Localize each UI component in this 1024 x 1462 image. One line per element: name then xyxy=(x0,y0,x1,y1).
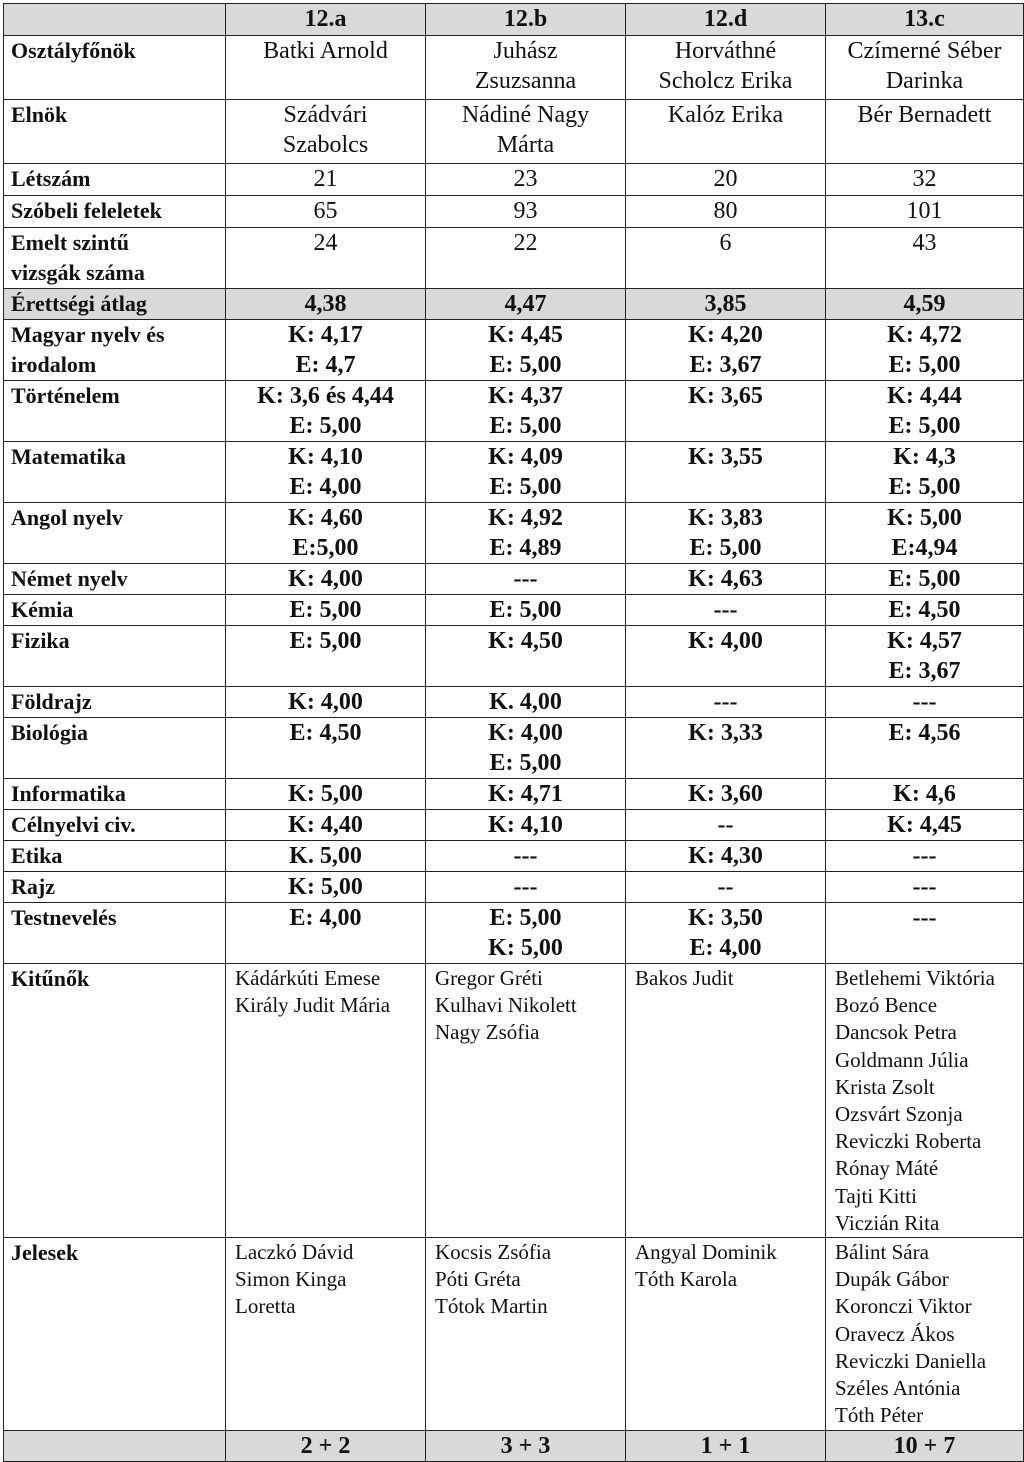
cell: --- xyxy=(426,841,626,872)
row-label: Német nyelv xyxy=(4,564,226,595)
cell: 80 xyxy=(626,196,826,228)
header-col-12d: 12.d xyxy=(626,4,826,36)
cell: E: 5,00 xyxy=(226,626,426,687)
cell: -- xyxy=(626,872,826,903)
row-label: Szóbeli feleletek xyxy=(4,196,226,228)
row-jelesek xyxy=(4,1238,1024,1431)
cell: K: 4,60 E:5,00 xyxy=(226,503,426,564)
cell: --- xyxy=(626,687,826,718)
name-list: Bálint Sára Dupák Gábor Koronczi Viktor Oravecz Ákos Reviczki Daniella Széles Antónia Tóth Péter xyxy=(826,1238,1024,1431)
total-cell: 2 + 2 xyxy=(226,1431,426,1462)
row-label: Célnyelvi civ. xyxy=(4,810,226,841)
row-label: Földrajz xyxy=(4,687,226,718)
cell: K: 4,44 E: 5,00 xyxy=(826,381,1024,442)
header-col-13c: 13.c xyxy=(826,4,1024,36)
row-label: Etika xyxy=(4,841,226,872)
row-label: Osztályfőnök xyxy=(4,36,226,100)
cell: K: 4,00 xyxy=(226,687,426,718)
cell: K: 4,40 xyxy=(226,810,426,841)
row-erettsegi-atlag xyxy=(4,289,1024,320)
cell: Kalóz Erika xyxy=(626,100,826,164)
cell: 23 xyxy=(426,164,626,196)
cell: 4,47 xyxy=(426,289,626,320)
cell: K: 4,6 xyxy=(826,779,1024,810)
row-tortenelem xyxy=(4,381,1024,442)
cell: 43 xyxy=(826,228,1024,289)
name-list: Bakos Judit xyxy=(626,964,826,1238)
row-matematika xyxy=(4,442,1024,503)
row-rajz xyxy=(4,872,1024,903)
cell: E: 5,00 xyxy=(426,595,626,626)
cell: -- xyxy=(626,810,826,841)
name-list: Angyal Dominik Tóth Karola xyxy=(626,1238,826,1431)
cell: --- xyxy=(826,872,1024,903)
cell: Juhász Zsuzsanna xyxy=(426,36,626,100)
cell: K: 4,3 E: 5,00 xyxy=(826,442,1024,503)
cell: --- xyxy=(626,595,826,626)
cell: 65 xyxy=(226,196,426,228)
row-kitunok xyxy=(4,964,1024,1238)
total-cell: 10 + 7 xyxy=(826,1431,1024,1462)
cell: K: 3,65 xyxy=(626,381,826,442)
cell: --- xyxy=(826,687,1024,718)
cell: 21 xyxy=(226,164,426,196)
cell: K: 4,30 xyxy=(626,841,826,872)
row-informatika xyxy=(4,779,1024,810)
cell: E: 4,50 xyxy=(826,595,1024,626)
row-letszam xyxy=(4,164,1024,196)
cell: K: 4,45 E: 5,00 xyxy=(426,320,626,381)
row-label: Kitűnők xyxy=(4,964,226,1238)
header-corner xyxy=(4,4,226,36)
footer-label xyxy=(4,1431,226,1462)
cell: K: 4,37 E: 5,00 xyxy=(426,381,626,442)
row-osztalyfonok xyxy=(4,36,1024,100)
row-testneveles xyxy=(4,903,1024,964)
row-biologia xyxy=(4,718,1024,779)
cell: 3,85 xyxy=(626,289,826,320)
row-label: Magyar nyelv és irodalom xyxy=(4,320,226,381)
cell: 22 xyxy=(426,228,626,289)
row-celnyelvi-civ xyxy=(4,810,1024,841)
cell: K: 4,09 E: 5,00 xyxy=(426,442,626,503)
cell: Szádvári Szabolcs xyxy=(226,100,426,164)
cell: K: 4,00 E: 5,00 xyxy=(426,718,626,779)
cell: 6 xyxy=(626,228,826,289)
name-list: Laczkó Dávid Simon Kinga Loretta xyxy=(226,1238,426,1431)
cell: Czímerné Séber Darinka xyxy=(826,36,1024,100)
row-label: Rajz xyxy=(4,872,226,903)
row-label: Történelem xyxy=(4,381,226,442)
cell: K: 4,72 E: 5,00 xyxy=(826,320,1024,381)
row-nemet-nyelv xyxy=(4,564,1024,595)
cell: K: 4,71 xyxy=(426,779,626,810)
row-label: Jelesek xyxy=(4,1238,226,1431)
cell: K: 5,00 xyxy=(226,872,426,903)
row-elnok xyxy=(4,100,1024,164)
cell: 24 xyxy=(226,228,426,289)
cell: E: 4,50 xyxy=(226,718,426,779)
name-list: Gregor Gréti Kulhavi Nikolett Nagy Zsófia xyxy=(426,964,626,1238)
cell: E: 4,00 xyxy=(226,903,426,964)
row-foldrajz xyxy=(4,687,1024,718)
name-list: Kádárkúti Emese Király Judit Mária xyxy=(226,964,426,1238)
cell: K: 5,00 E:4,94 xyxy=(826,503,1024,564)
cell: K: 4,92 E: 4,89 xyxy=(426,503,626,564)
cell: K: 3,55 xyxy=(626,442,826,503)
cell: 4,38 xyxy=(226,289,426,320)
row-label: Angol nyelv xyxy=(4,503,226,564)
cell: K: 4,17 E: 4,7 xyxy=(226,320,426,381)
cell: K: 4,10 E: 4,00 xyxy=(226,442,426,503)
row-label: Kémia xyxy=(4,595,226,626)
row-fizika xyxy=(4,626,1024,687)
cell: E: 5,00 K: 5,00 xyxy=(426,903,626,964)
cell: K: 3,83 E: 5,00 xyxy=(626,503,826,564)
cell: E: 5,00 xyxy=(826,564,1024,595)
cell: --- xyxy=(826,903,1024,964)
footer-row xyxy=(4,1431,1024,1462)
total-cell: 3 + 3 xyxy=(426,1431,626,1462)
cell: K: 4,63 xyxy=(626,564,826,595)
row-label: Elnök xyxy=(4,100,226,164)
cell: K: 5,00 xyxy=(226,779,426,810)
cell: K: 3,33 xyxy=(626,718,826,779)
cell: 4,59 xyxy=(826,289,1024,320)
cell: K: 3,6 és 4,44 E: 5,00 xyxy=(226,381,426,442)
cell: --- xyxy=(426,564,626,595)
cell: 101 xyxy=(826,196,1024,228)
cell: 93 xyxy=(426,196,626,228)
cell: --- xyxy=(426,872,626,903)
row-emelt-szintu-vizsgak xyxy=(4,228,1024,289)
row-label: Informatika xyxy=(4,779,226,810)
cell: Nádiné Nagy Márta xyxy=(426,100,626,164)
row-label: Biológia xyxy=(4,718,226,779)
name-list: Kocsis Zsófia Póti Gréta Tótok Martin xyxy=(426,1238,626,1431)
header-col-12a: 12.a xyxy=(226,4,426,36)
cell: K. 5,00 xyxy=(226,841,426,872)
row-label: Matematika xyxy=(4,442,226,503)
cell: K: 4,20 E: 3,67 xyxy=(626,320,826,381)
cell: 32 xyxy=(826,164,1024,196)
header-col-12b: 12.b xyxy=(426,4,626,36)
cell: K: 4,45 xyxy=(826,810,1024,841)
row-angol-nyelv xyxy=(4,503,1024,564)
cell: E: 4,56 xyxy=(826,718,1024,779)
cell: Batki Arnold xyxy=(226,36,426,100)
row-label: Létszám xyxy=(4,164,226,196)
cell: K: 4,00 xyxy=(226,564,426,595)
cell: K: 4,57 E: 3,67 xyxy=(826,626,1024,687)
cell: K: 4,00 xyxy=(626,626,826,687)
row-szobeli-feleletek xyxy=(4,196,1024,228)
cell: K. 4,00 xyxy=(426,687,626,718)
cell: --- xyxy=(826,841,1024,872)
name-list: Betlehemi Viktória Bozó Bence Dancsok Petra Goldmann Júlia Krista Zsolt Ozsvárt Szonja Reviczki Roberta Rónay Máté Tajti Kitti Viczián Rita xyxy=(826,964,1024,1238)
total-cell: 1 + 1 xyxy=(626,1431,826,1462)
cell: Bér Bernadett xyxy=(826,100,1024,164)
cell: K: 4,50 xyxy=(426,626,626,687)
cell: 20 xyxy=(626,164,826,196)
row-label: Testnevelés xyxy=(4,903,226,964)
cell: Horváthné Scholcz Erika xyxy=(626,36,826,100)
row-kemia xyxy=(4,595,1024,626)
row-etika xyxy=(4,841,1024,872)
row-label: Fizika xyxy=(4,626,226,687)
cell: K: 3,60 xyxy=(626,779,826,810)
results-table xyxy=(3,3,1024,1462)
row-label: Érettségi átlag xyxy=(4,289,226,320)
cell: K: 3,50 E: 4,00 xyxy=(626,903,826,964)
row-label: Emelt szintű vizsgák száma xyxy=(4,228,226,289)
cell: K: 4,10 xyxy=(426,810,626,841)
row-magyar xyxy=(4,320,1024,381)
header-row xyxy=(4,4,1024,36)
cell: E: 5,00 xyxy=(226,595,426,626)
